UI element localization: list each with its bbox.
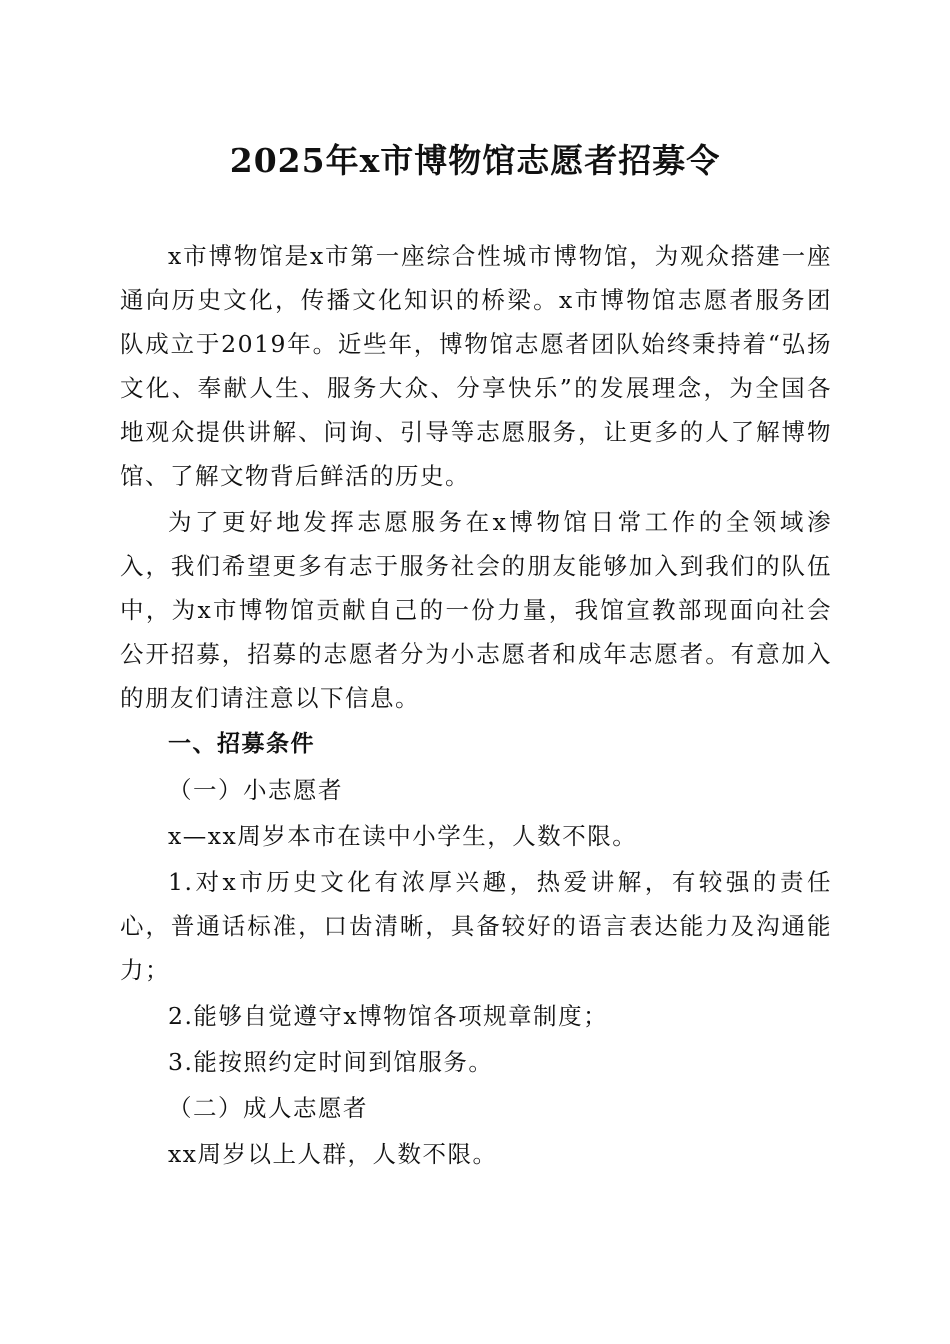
young-volunteers-item-1: 1.对x市历史文化有浓厚兴趣，热爱讲解，有较强的责任心，普通话标准，口齿清晰，具备较好的语言表达能力及沟通能力； (120, 868, 832, 984)
young-volunteers-item-2: 2.能够自觉遵守x博物馆各项规章制度； (168, 1002, 609, 1030)
young-volunteers-item-3: 3.能按照约定时间到馆服务。 (168, 1048, 494, 1076)
document-body (120, 234, 832, 1178)
intro-paragraph: x市博物馆是x市第一座综合性城市博物馆，为观众搭建一座通向历史文化，传播文化知识的桥梁。x市博物馆志愿者服务团队成立于2019年。近些年，博物馆志愿者团队始终秉持着“弘扬文化、奉献人生、服务大众、分享快乐”的发展理念，为全国各地观众提供讲解、问询、引导等志愿服务，让更多的人了解博物馆、了解文物背后鲜活的历史。 (120, 242, 832, 490)
subheading-young-volunteers: （一）小志愿者 (168, 776, 343, 804)
adult-volunteers-intro: xx周岁以上人群，人数不限。 (168, 1140, 498, 1168)
section-heading-recruitment-conditions: 一、招募条件 (168, 731, 315, 757)
purpose-paragraph: 为了更好地发挥志愿服务在x博物馆日常工作的全领域渗入，我们希望更多有志于服务社会的朋友能够加入到我们的队伍中，为x市博物馆贡献自己的一份力量，我馆宣教部现面向社会公开招募，招募的志愿者分为小志愿者和成年志愿者。有意加入的朋友们请注意以下信息。 (120, 508, 832, 712)
subheading-adult-volunteers: （二）成人志愿者 (168, 1094, 368, 1122)
young-volunteers-intro: x—xx周岁本市在读中小学生，人数不限。 (168, 822, 638, 850)
document-title: 2025年x市博物馆志愿者招募令 (229, 141, 721, 180)
